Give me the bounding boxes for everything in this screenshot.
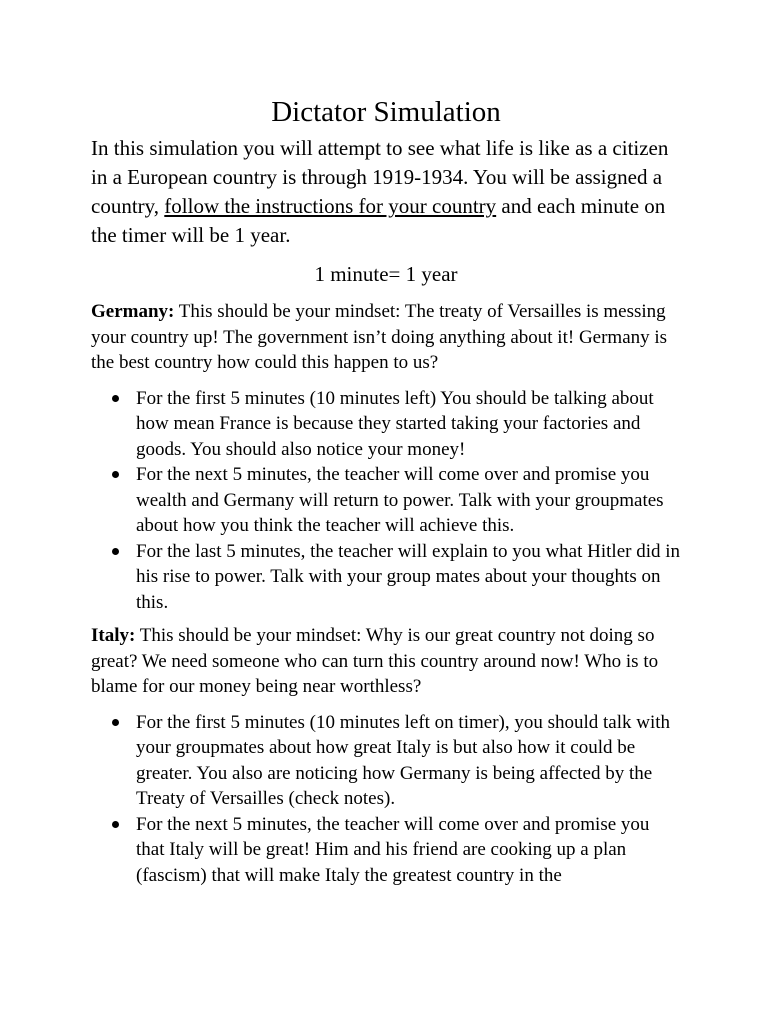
italy-mindset (91, 623, 681, 700)
list-item (91, 386, 681, 463)
italy-label: Italy: (91, 625, 136, 646)
list-item (91, 539, 681, 616)
italy-mindset-text: This should be your mindset: Why is our great country not doing so great? We need someone who can turn this country around now! Who is to blame for our money being near worthless? (91, 625, 659, 697)
italy-instructions (91, 710, 681, 889)
bullet-icon (112, 471, 119, 478)
list-item (91, 812, 681, 889)
bullet-icon (112, 395, 119, 402)
list-item-text: For the next 5 minutes, the teacher will come over and promise you wealth and Germany will return to power. Talk with your groupmates about how you think the teacher will achieve this. (136, 464, 664, 536)
timer-rule: 1 minute= 1 year (314, 262, 458, 286)
intro-underlined-text: follow the instructions for your country (164, 194, 497, 218)
germany-mindset-text: This should be your mindset: The treaty of Versailles is messing your country up! The government isn’t doing anything about it! Germany is the best country how could this happen to us? (91, 301, 668, 373)
list-item (91, 710, 681, 812)
list-item-text: For the last 5 minutes, the teacher will explain to you what Hitler did in his rise to power. Talk with your group mates about your thoughts on this. (136, 540, 681, 613)
list-item-text: For the next 5 minutes, the teacher will come over and promise you that Italy will be great! Him and his friend are cooking up a plan (fascism) that will make Italy the greatest country in the (136, 813, 650, 886)
intro-paragraph (91, 134, 681, 250)
list-item-text: For the first 5 minutes (10 minutes left) You should be talking about how mean France is because they started taking your factories and goods. You should also notice your money! (136, 387, 654, 460)
document-page (91, 92, 681, 896)
germany-mindset (91, 299, 681, 376)
list-item (91, 462, 681, 539)
intro-text-start: In this simulation you will attempt to see what life is like as a citizen in a European country is through 1919-1934. You will be assigned a country, (91, 136, 669, 218)
bullet-icon (112, 821, 119, 828)
bullet-icon (112, 548, 119, 555)
intro-text-end: and each minute on the timer will be 1 year. (91, 194, 666, 247)
germany-label: Germany: (91, 301, 175, 322)
germany-instructions (91, 386, 681, 616)
list-item-text: For the first 5 minutes (10 minutes left on timer), you should talk with your groupmates about how great Italy is but also how it could be greater. You also are noticing how Germany is being affected by the Treaty of Versailles (check notes). (136, 711, 671, 809)
page-title: Dictator Simulation (271, 96, 501, 128)
bullet-icon (112, 719, 119, 726)
